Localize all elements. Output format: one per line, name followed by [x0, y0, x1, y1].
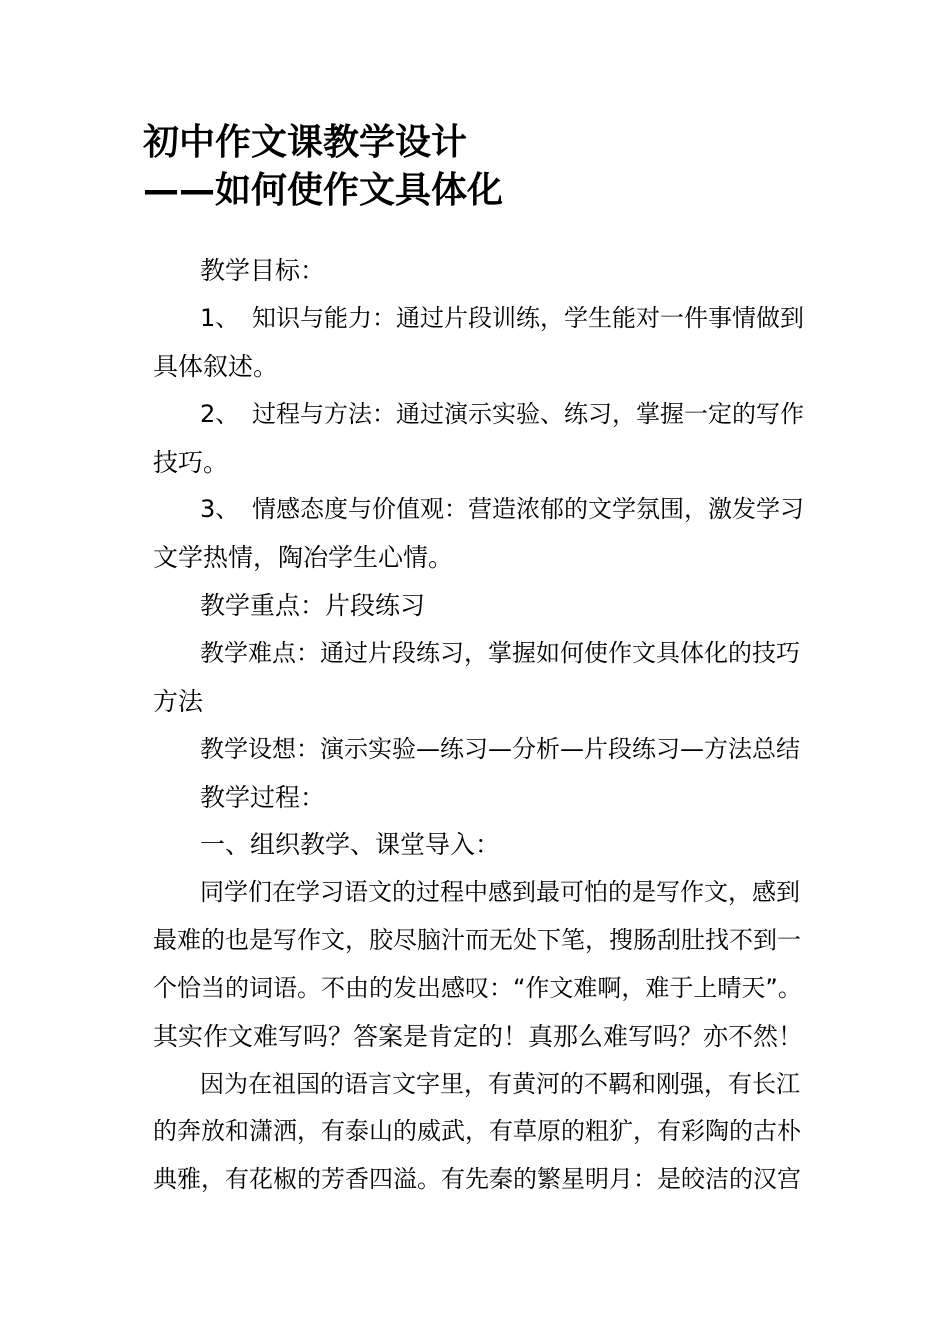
goal-2-number: 2、: [200, 400, 240, 428]
paragraph-2-line-3: 典雅，有花椒的芳香四溢。有先秦的繁星明月：是皎洁的汉宫: [153, 1165, 801, 1193]
goal-2-line-1: [200, 402, 804, 426]
goal-2-text: 过程与方法：通过演示实验、练习，掌握一定的写作: [252, 400, 804, 428]
goal-3-text: 情感态度与价值观：营造浓郁的文学氛围，激发学习: [252, 495, 804, 523]
paragraph-1-line-4: 其实作文难写吗？答案是肯定的！真那么难写吗？亦不然！: [153, 1022, 804, 1051]
paragraph-1-line-2: 最难的也是写作文，胶尽脑汁而无处下笔，搜肠刮肚找不到一: [153, 926, 801, 954]
key-point: 教学重点：片段练习: [200, 591, 426, 620]
paragraph-2-line-1: 因为在祖国的语言文字里，有黄河的不羁和刚强，有长江: [200, 1070, 800, 1098]
process-heading: 教学过程：: [200, 783, 326, 812]
goal-3-line-2: 文学热情，陶冶学生心情。: [153, 543, 454, 572]
design-idea: 教学设想：演示实验—练习—分析—片段练习—方法总结: [200, 735, 800, 763]
goals-heading: 教学目标：: [200, 256, 326, 285]
goal-1-number: 1、: [200, 304, 240, 332]
goal-2-line-2: 技巧。: [153, 448, 229, 477]
goal-1-text: 知识与能力：通过片段训练，学生能对一件事情做到: [252, 304, 804, 332]
paragraph-1-line-3: 个恰当的词语。不由的发出感叹：“作文难啊，难于上晴天”。: [153, 974, 802, 1002]
document-subtitle: ——如何使作文具体化: [143, 170, 504, 211]
document-title: 初中作文课教学设计: [143, 122, 468, 163]
goal-3-number: 3、: [200, 495, 240, 523]
paragraph-1-line-1: 同学们在学习语文的过程中感到最可怕的是写作文，感到: [200, 878, 800, 906]
step-1-heading: 一、组织教学、课堂导入：: [200, 830, 501, 859]
goal-1-line-1: [200, 306, 804, 330]
paragraph-2-line-2: 的奔放和潇洒，有泰山的威武，有草原的粗犷，有彩陶的古朴: [153, 1117, 801, 1145]
goal-1-line-2: 具体叙述。: [153, 352, 279, 381]
difficulty-line-1: 教学难点：通过片段练习，掌握如何使作文具体化的技巧: [200, 639, 800, 667]
goal-3-line-1: [200, 497, 804, 521]
difficulty-line-2: 方法: [153, 687, 204, 716]
